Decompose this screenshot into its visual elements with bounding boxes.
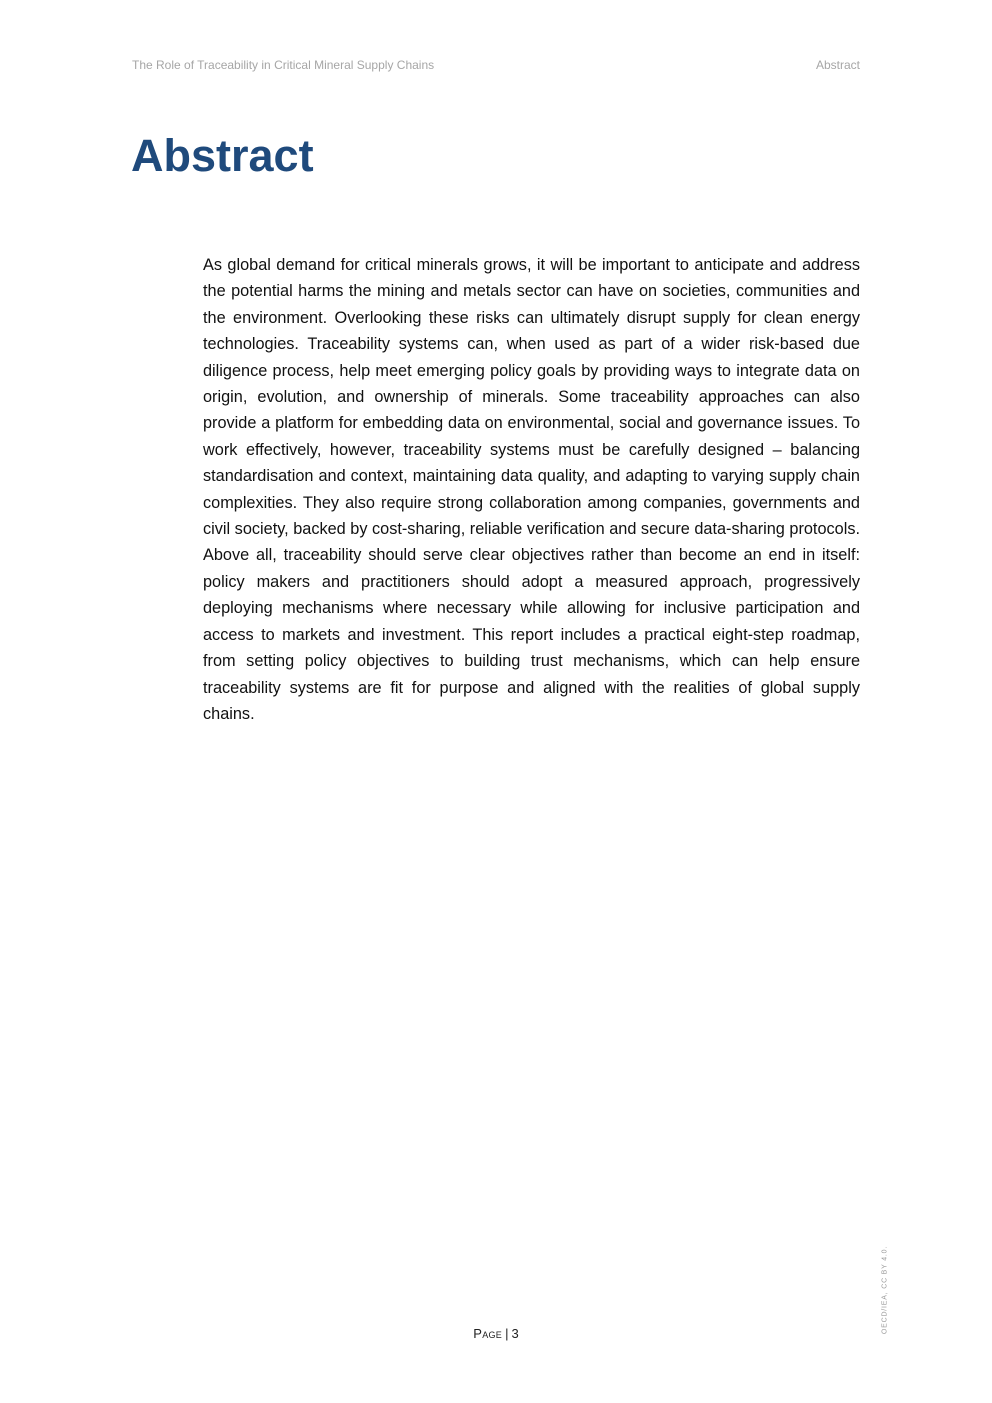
header-document-title: The Role of Traceability in Critical Mineral Supply Chains — [132, 58, 435, 72]
page-number: 3 — [511, 1326, 519, 1341]
page-label: Page — [473, 1326, 503, 1341]
copyright-notice: OECD/IEA, CC BY 4.0. — [881, 1245, 889, 1335]
header-section-name: Abstract — [815, 58, 860, 72]
page-title: Abstract — [131, 130, 314, 181]
page-footer — [0, 1326, 992, 1341]
running-header — [132, 58, 860, 76]
abstract-paragraph: As global demand for critical minerals grows, it will be important to anticipate and address the potential harms the mining and metals sector can have on societies, communities and the environment. Overlooking these risks can ultimately disrupt supply for clean energy technologies. Traceability systems can, when used as part of a wider risk-based due diligence process, help meet emerging policy goals by providing ways to integrate data on origin, evolution, and ownership of minerals. Some traceability approaches can also provide a platform for embedding data on environmental, social and governance issues. To work effectively, however, traceability systems must be carefully designed – balancing standardisation and context, maintaining data quality, and adapting to varying supply chain complexities. They also require strong collaboration among companies, governments and civil society, backed by cost-sharing, reliable verification and secure data-sharing protocols. Above all, traceability should serve clear objectives rather than become an end in itself: policy makers and practitioners should adopt a measured approach, progressively deploying mechanisms where necessary while allowing for inclusive participation and access to markets and investment. This report includes a practical eight-step roadmap, from setting policy objectives to building trust mechanisms, which can help ensure traceability systems are fit for purpose and aligned with the realities of global supply chains. — [203, 256, 860, 723]
page-separator: | — [505, 1326, 509, 1341]
